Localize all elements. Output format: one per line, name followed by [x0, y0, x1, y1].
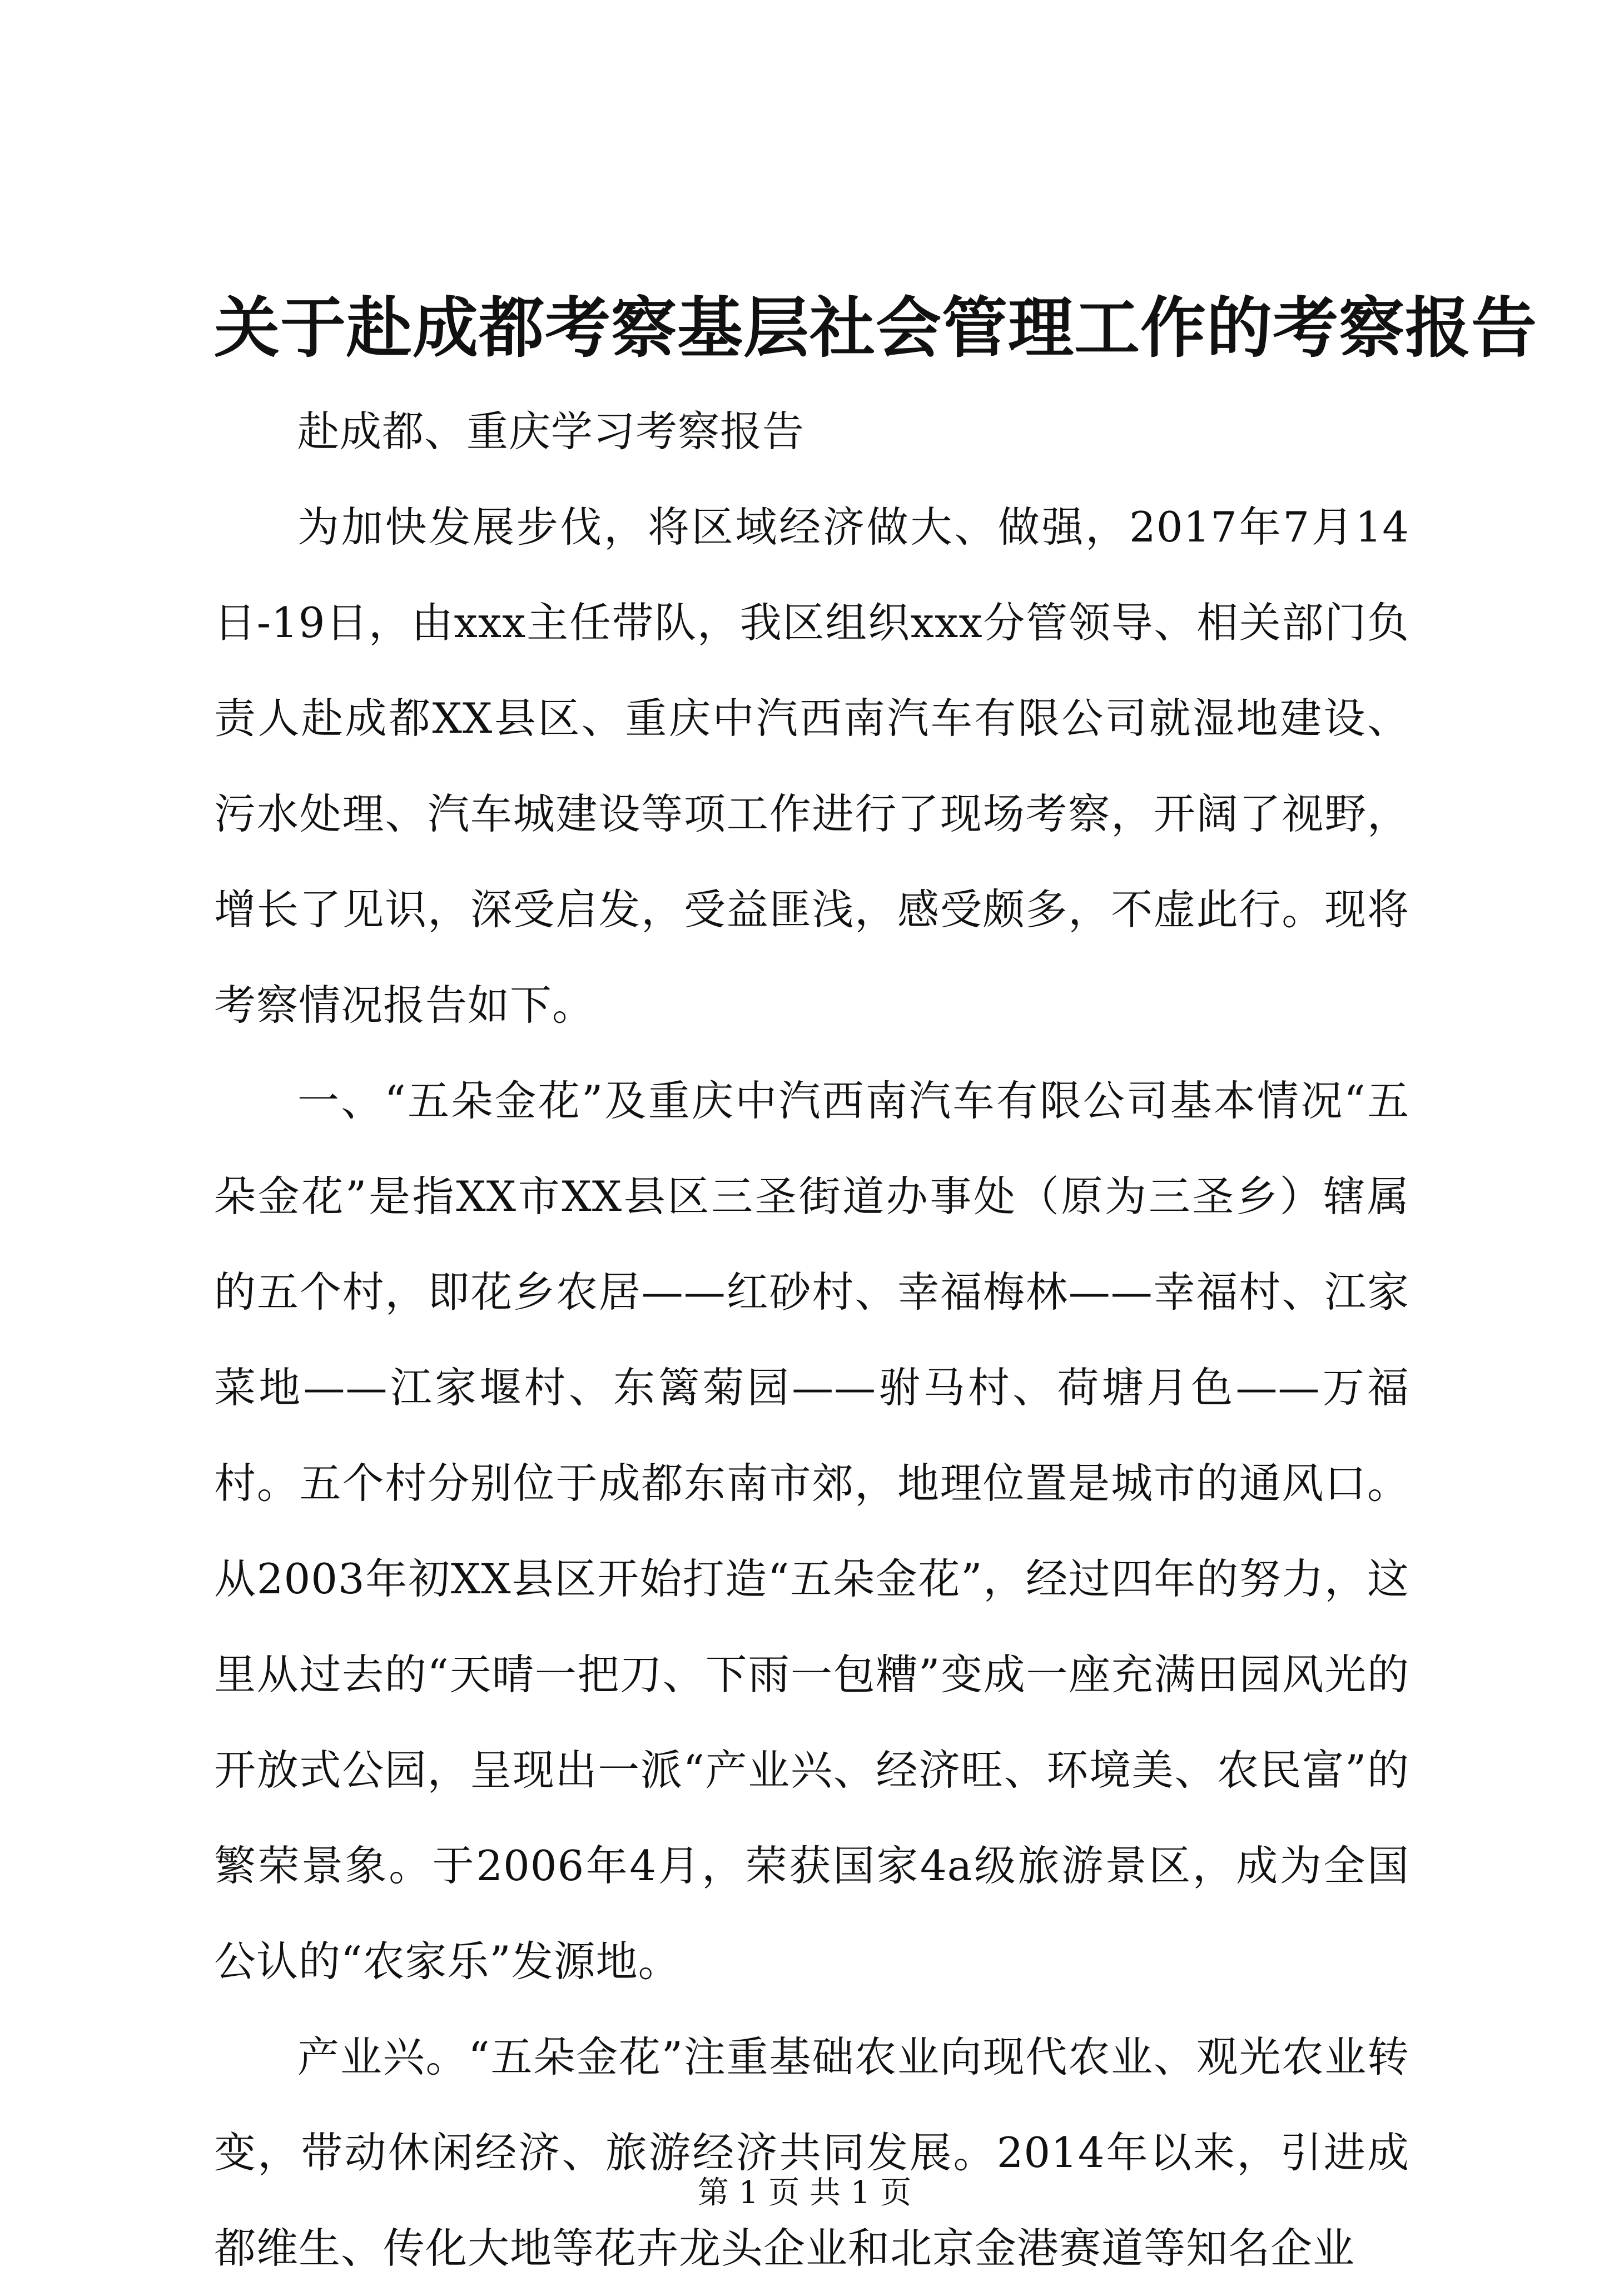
document-title: 关于赴成都考察基层社会管理工作的考察报告	[214, 289, 1538, 366]
document-subtitle: 赴成都、重庆学习考察报告	[297, 407, 805, 456]
document-body	[214, 384, 1409, 2296]
paragraph-industry: 产业兴。“五朵金花”注重基础农业向现代农业、观光农业转变，带动休闲经济、旅游经济共同发展。2014年以来，引进成都维生、传化大地等花卉龙头企业和北京金港赛道等知名企业	[214, 2032, 1409, 2273]
paragraph-section-one: 一、“五朵金花”及重庆中汽西南汽车有限公司基本情况“五朵金花”是指XX市XX县区三圣街道办事处（原为三圣乡）辖属的五个村，即花乡农居——红砂村、幸福梅林——幸福村、江家菜地——江家堰村、东篱菊园——驸马村、荷塘月色——万福村。五个村分别位于成都东南市郊，地理位置是城市的通风口。从2003年初XX县区开始打造“五朵金花”，经过四年的努力，这里从过去的“天晴一把刀、下雨一包糟”变成一座充满田园风光的开放式公园，呈现出一派“产业兴、经济旺、环境美、农民富”的繁荣景象。于2006年4月，荣获国家4a级旅游景区，成为全国公认的“农家乐”发源地。	[214, 1076, 1409, 1986]
page-footer: 第 1 页 共 1 页	[697, 2175, 912, 2211]
paragraph-intro: 为加快发展步伐，将区域经济做大、做强，2017年7月14日-19日，由xxx主任带队，我区组织xxx分管领导、相关部门负责人赴成都XX县区、重庆中汽西南汽车有限公司就湿地建设、污水处理、汽车城建设等项工作进行了现场考察，开阔了视野，增长了见识，深受启发，受益匪浅，感受颇多，不虚此行。现将考察情况报告如下。	[214, 503, 1409, 1030]
